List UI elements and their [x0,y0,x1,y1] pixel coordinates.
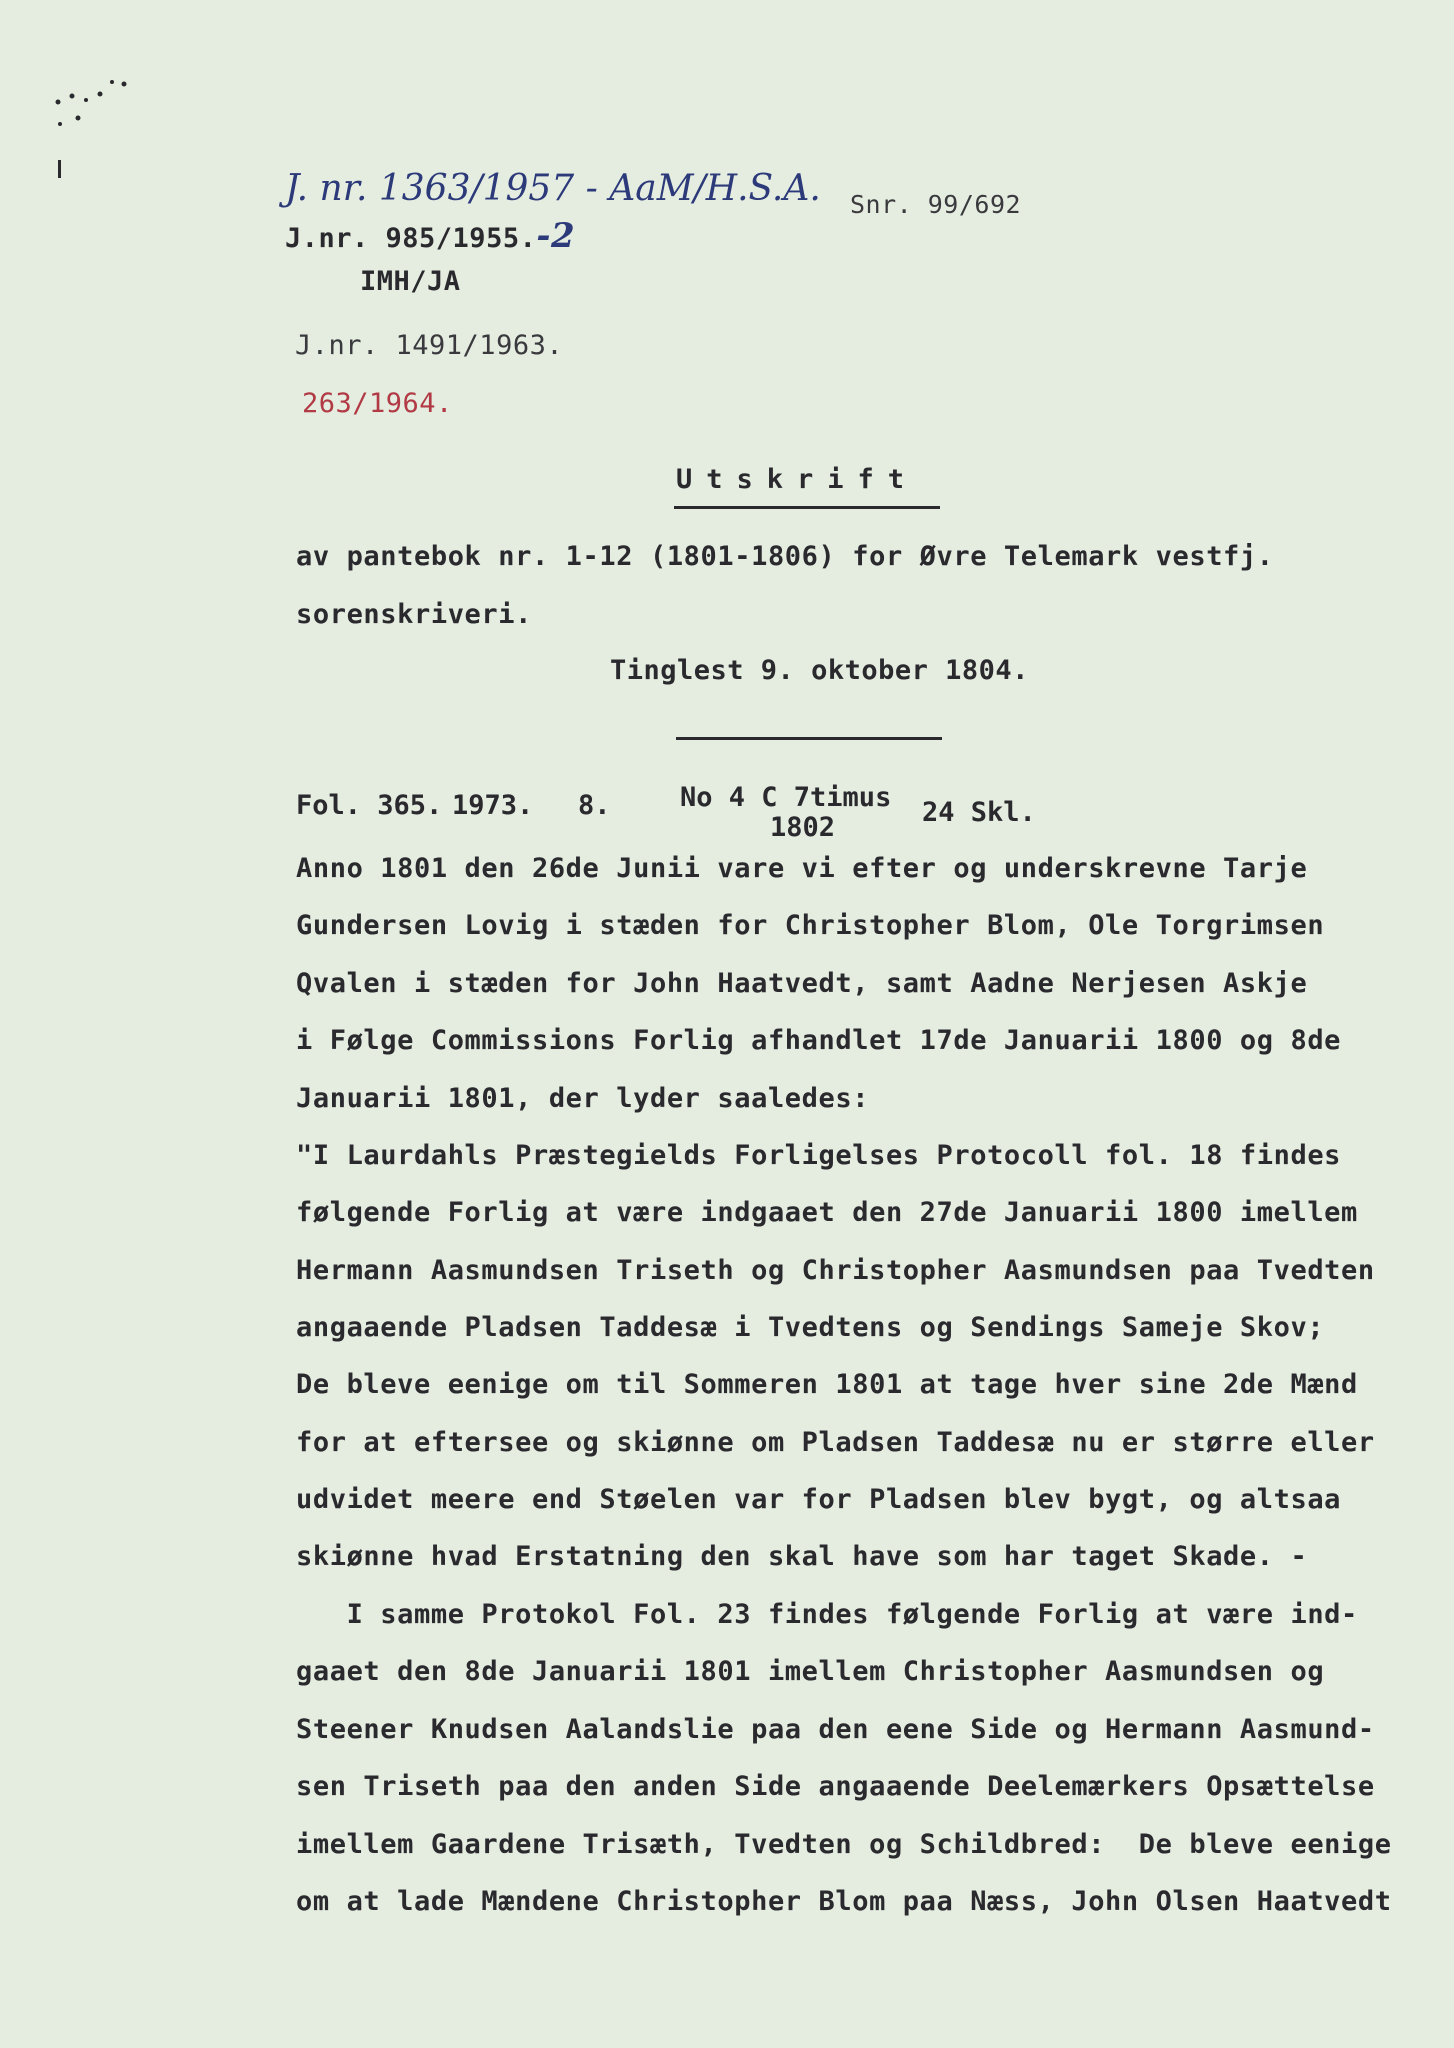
body-line: gaaet den 8de Januarii 1801 imellem Christopher Aasmundsen og [296,1656,1325,1687]
body-line: Hermann Aasmundsen Triseth og Christopher Aasmundsen paa Tvedten [296,1255,1375,1286]
journal-number-1955 [285,216,575,256]
body-line: Gundersen Lovig i stæden for Christopher Blom, Ole Torgrimsen [296,910,1325,941]
body-line: "I Laurdahls Præstegields Forligelses Protocoll fol. 18 findes [296,1140,1342,1171]
subtitle-line: av pantebok nr. 1-12 (1801-1806) for Øvre Telemark vestfj. [296,541,1274,572]
subtitle-line: sorenskriveri. [296,599,532,630]
entry-skilling-amount: 24 Skl. [922,797,1036,828]
body-line: Steener Knudsen Aalandslie paa den eene Side og Hermann Aasmund- [296,1714,1375,1745]
body-line: imellem Gaardene Trisæth, Tvedten og Schildbred: De bleve eenige [296,1829,1392,1860]
body-line: Januarii 1801, der lyder saaledes: [296,1083,870,1114]
section-divider [676,737,942,740]
tinglest-date: Tinglest 9. oktober 1804. [610,655,1029,686]
body-line: Anno 1801 den 26de Junii vare vi efter og underskrevne Tarje [296,853,1308,884]
body-line: angaaende Pladsen Taddesæ i Tvedtens og Sendings Sameje Skov; [296,1312,1325,1343]
body-line: følgende Forlig at være indgaaet den 27de Januarii 1800 imellem [296,1197,1358,1228]
document-title: Utskrift [676,464,919,495]
body-line: for at eftersee og skiønne om Pladsen Taddesæ nu er større eller [296,1427,1375,1458]
handwritten-journal-reference: J. nr. 1363/1957 - AaM/H.S.A. [285,168,821,209]
title-underline [674,506,940,509]
entry-subnumber: 8. [578,790,611,821]
body-line: De bleve eenige om til Sommeren 1801 at tage hver sine 2de Mænd [296,1369,1358,1400]
body-line: om at lade Mændene Christopher Blom paa Næss, John Olsen Haatvedt [296,1886,1392,1917]
body-line: Qvalen i stæden for John Haatvedt, samt Aadne Nerjesen Askje [296,968,1308,999]
entry-number: 1973. [452,790,534,821]
body-line: skiønne hvad Erstatning den skal have som har taget Skade. - [296,1541,1308,1572]
body-line: i Følge Commissions Forlig afhandlet 17de Januarii 1800 og 8de [296,1025,1342,1056]
journal-number-1955-hand-suffix: -2 [536,216,576,256]
entry-no: No 4 C 7timus [680,782,892,813]
journal-number-1963: J.nr. 1491/1963. [295,330,564,361]
margin-ink-marks [52,72,142,182]
entry-year: 1802 [770,812,836,843]
reference-1964: 263/1964. [302,388,453,419]
body-line: I samme Protokol Fol. 23 findes følgende Forlig at være ind- [296,1599,1358,1630]
journal-number-1955-typed: J.nr. 985/1955. [285,223,537,254]
folio-number: Fol. 365. [296,790,443,821]
snr-reference: Snr. 99/692 [850,190,1022,219]
typist-initials: IMH/JA [360,266,461,297]
body-line: udvidet meere end Støelen var for Pladsen blev bygt, og altsaa [296,1484,1342,1515]
body-line: sen Triseth paa den anden Side angaaende Deelemærkers Opsættelse [296,1771,1375,1802]
